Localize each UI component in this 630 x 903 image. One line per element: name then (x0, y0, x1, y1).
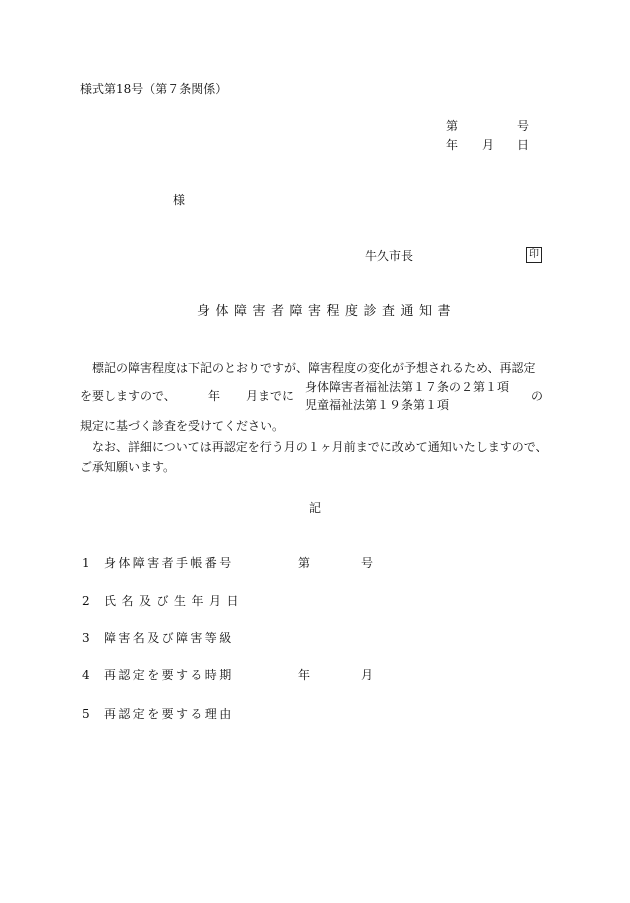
seal-stamp: 印 (526, 247, 542, 263)
item-label-name-birthdate: 氏名及び生年月日 (104, 594, 245, 608)
number-dai: 第 (446, 119, 459, 133)
item-label-recert-reason: 再認定を要する理由 (104, 707, 234, 721)
item-number: 2 (82, 594, 90, 608)
law-reference-2: 児童福祉法第１９条第１項 (305, 398, 450, 412)
body-line-2-prefix: を要しますので、 (80, 389, 176, 403)
ki-heading: 記 (309, 501, 322, 515)
item-number: 1 (82, 556, 90, 570)
body-line-2-suffix: の (531, 389, 544, 403)
body-line-4: なお、詳細については再認定を行う月の１ヶ月前までに改めて通知いたしますので、 (92, 440, 548, 454)
law-reference-1: 身体障害者福祉法第１７条の２第１項 (305, 380, 510, 394)
item-value-dai: 第 (298, 556, 311, 570)
body-line-2-month: 月までに (246, 389, 295, 403)
item-value-go: 号 (361, 556, 374, 570)
form-number: 様式第18号（第７条関係） (80, 82, 228, 96)
item-number: 4 (82, 668, 90, 682)
body-line-3: 規定に基づく診査を受けてください。 (80, 419, 285, 433)
item-number: 3 (82, 631, 90, 645)
document-title: 身体障害者障害程度診査通知書 (197, 304, 457, 319)
item-value-year: 年 (298, 668, 311, 682)
body-line-1: 標記の障害程度は下記のとおりですが、障害程度の変化が予想されるため、再認定 (92, 361, 536, 375)
date-year: 年 (446, 138, 459, 152)
body-line-5: ご承知願います。 (80, 460, 176, 474)
item-value-month: 月 (361, 668, 374, 682)
issuer-name: 牛久市長 (365, 249, 414, 263)
date-day: 日 (517, 138, 530, 152)
item-number: 5 (82, 707, 90, 721)
item-label-disability-grade: 障害名及び障害等級 (104, 631, 234, 645)
number-go: 号 (517, 119, 530, 133)
date-month: 月 (482, 138, 495, 152)
body-line-2-year: 年 (208, 389, 221, 403)
item-label-techo-number: 身体障害者手帳番号 (104, 556, 234, 570)
addressee-suffix: 様 (173, 193, 186, 207)
item-label-recert-timing: 再認定を要する時期 (104, 668, 234, 682)
